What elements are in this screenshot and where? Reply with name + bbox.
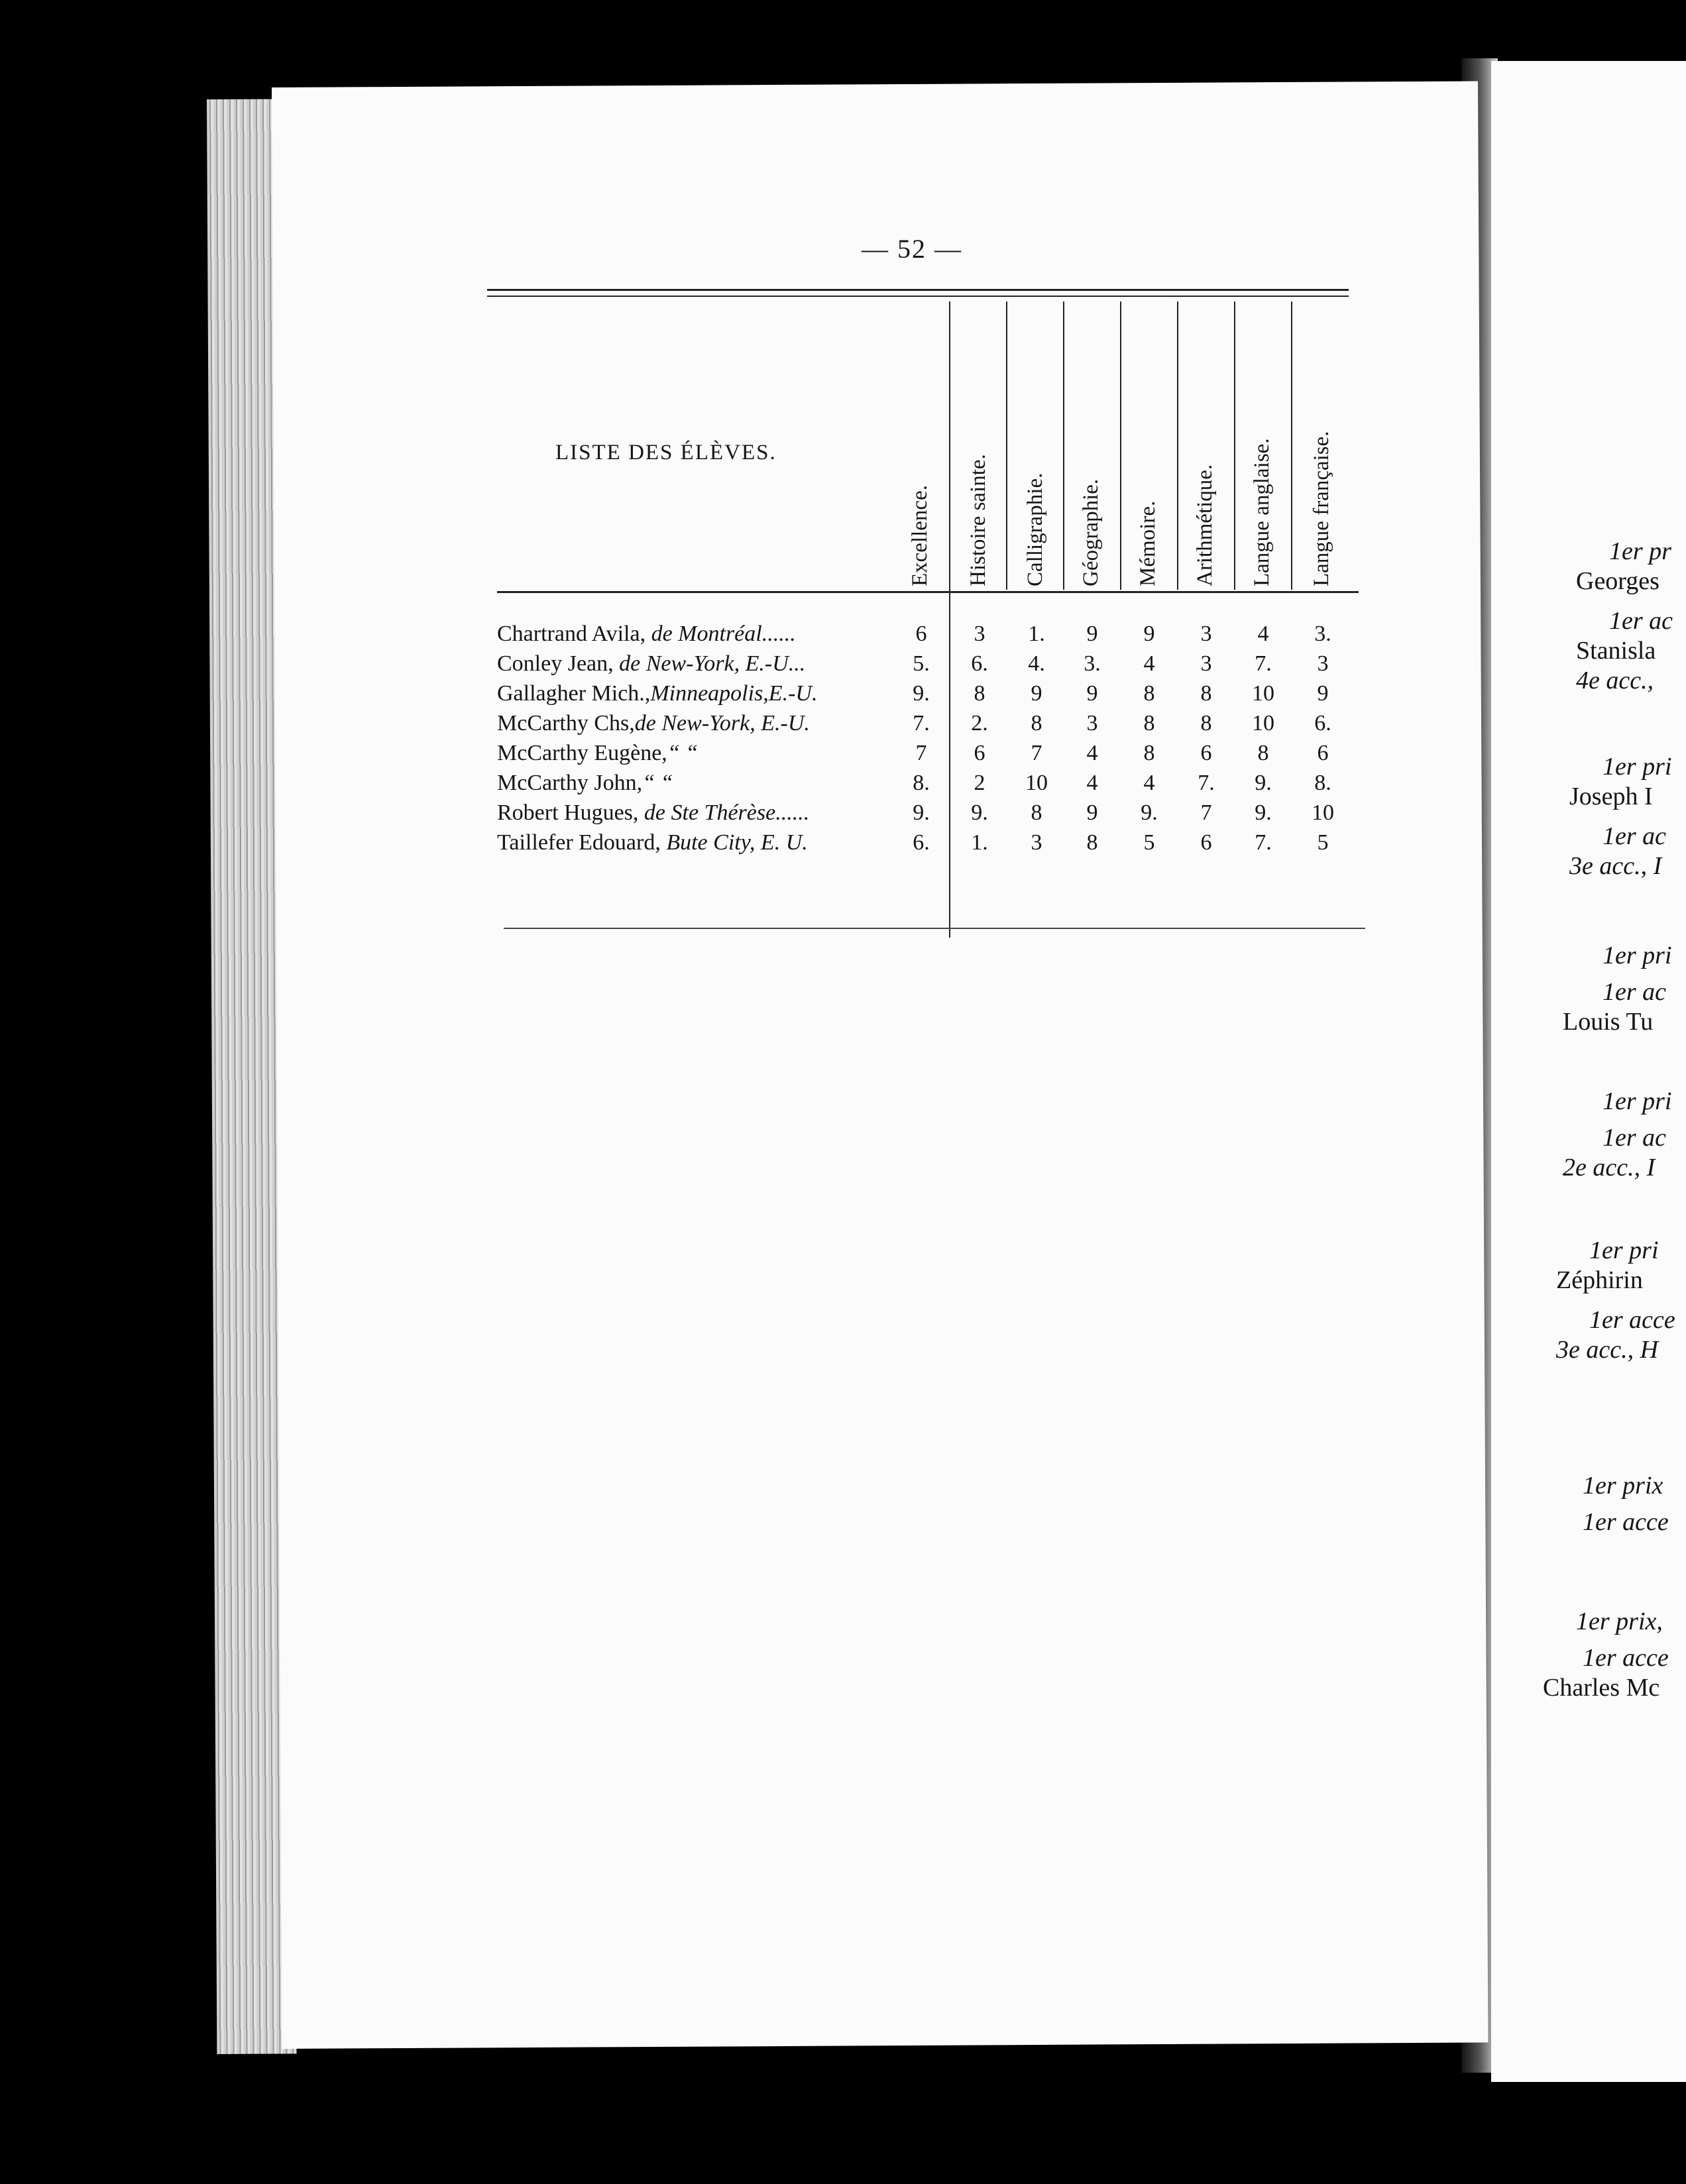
score-cell: 7. <box>913 711 930 736</box>
score-cell: 6 <box>1317 741 1329 765</box>
score-cell: 7. <box>1255 651 1272 676</box>
student-name <box>497 800 809 826</box>
column-divider <box>1177 301 1178 590</box>
score-cell: 2. <box>971 711 988 736</box>
right-page-line: Zéphirin <box>1556 1266 1643 1294</box>
student-surname: McCarthy Chs, <box>497 711 635 736</box>
score-cell: 4 <box>1143 651 1155 676</box>
right-page-line: 1er pri <box>1602 1087 1672 1115</box>
score-cell: 7 <box>1200 800 1212 825</box>
score-cell: 8 <box>1143 741 1155 765</box>
right-page-line: 3e acc., H <box>1556 1336 1659 1364</box>
score-cell: 4 <box>1143 771 1155 795</box>
right-page-line: 1er pri <box>1602 942 1672 969</box>
student-surname: McCarthy John, <box>497 771 643 795</box>
right-page-line: 4e acc., <box>1576 667 1654 694</box>
score-cell: 8 <box>1086 830 1098 855</box>
score-cell: 10 <box>1252 711 1274 736</box>
right-page-line: 1er ac <box>1602 978 1667 1006</box>
score-cell: 8 <box>1143 681 1155 706</box>
score-cell: 3. <box>1314 622 1331 646</box>
column-divider <box>1234 301 1235 590</box>
score-cell: 8 <box>1031 711 1042 736</box>
column-divider <box>1063 301 1064 590</box>
score-cell: 9. <box>971 800 988 825</box>
student-origin: “ “ <box>642 771 673 795</box>
student-origin: de Ste Thérèse...... <box>644 800 810 825</box>
score-cell: 8 <box>1200 681 1212 706</box>
score-cell: 4 <box>1086 771 1098 795</box>
right-page-line: 1er acce <box>1589 1306 1675 1334</box>
score-cell: 9 <box>1031 681 1042 706</box>
column-divider <box>1006 301 1007 590</box>
score-cell: 9. <box>1255 800 1272 825</box>
top-double-rule-inner <box>487 296 1349 297</box>
column-divider <box>1120 301 1121 590</box>
column-header: Excellence. <box>908 485 932 586</box>
score-cell: 7 <box>915 741 927 765</box>
score-cell: 3. <box>1084 651 1101 676</box>
score-cell: 8 <box>1143 711 1155 736</box>
score-cell: 6 <box>974 741 985 765</box>
score-cell: 7. <box>1255 830 1272 855</box>
student-surname: Taillefer Edouard, <box>497 830 667 855</box>
student-origin: Bute City, E. U. <box>666 830 808 855</box>
column-header: Mémoire. <box>1136 500 1160 586</box>
student-name <box>497 711 810 736</box>
score-cell: 5. <box>913 651 930 676</box>
score-cell: 5 <box>1317 830 1329 855</box>
score-cell: 8. <box>913 771 930 795</box>
student-name <box>497 771 673 796</box>
column-header: Histoire sainte. <box>966 454 990 586</box>
table-row <box>497 681 1372 711</box>
top-double-rule <box>487 289 1349 291</box>
score-cell: 9. <box>1255 771 1272 795</box>
right-page-line: 1er pri <box>1589 1236 1659 1264</box>
student-origin: Minneapolis,E.-U. <box>650 681 818 706</box>
right-page <box>1491 61 1686 2082</box>
table-row <box>497 651 1372 681</box>
table-row <box>497 800 1372 830</box>
score-cell: 9. <box>913 800 930 825</box>
right-page-line: 1er acce <box>1583 1644 1669 1672</box>
score-cell: 10 <box>1025 771 1048 795</box>
score-cell: 9. <box>1141 800 1158 825</box>
table-bottom-rule <box>504 928 1365 929</box>
table-row <box>497 830 1372 860</box>
header-rule <box>497 591 1359 593</box>
student-name <box>497 622 796 647</box>
column-header: Calligraphie. <box>1023 472 1047 586</box>
left-page <box>272 81 1488 2048</box>
score-cell: 4 <box>1086 741 1098 765</box>
score-cell: 9 <box>1317 681 1329 706</box>
right-page-line: Charles Mc <box>1543 1674 1660 1702</box>
score-cell: 5 <box>1143 830 1155 855</box>
student-origin: de New-York, E.-U... <box>619 651 806 676</box>
right-page-line: 1er ac <box>1609 607 1673 635</box>
column-divider <box>1291 301 1292 590</box>
score-cell: 9 <box>1143 622 1155 646</box>
student-surname: Robert Hugues, <box>497 800 644 825</box>
student-origin: de Montréal...... <box>651 622 796 646</box>
score-cell: 10 <box>1252 681 1274 706</box>
score-cell: 7 <box>1031 741 1042 765</box>
student-surname: Chartrand Avila, <box>497 622 651 646</box>
score-cell: 6. <box>971 651 988 676</box>
right-page-line: 1er pr <box>1609 537 1671 565</box>
score-cell: 8 <box>1257 741 1269 765</box>
score-cell: 4. <box>1028 651 1045 676</box>
right-page-line: 1er ac <box>1602 822 1667 850</box>
score-cell: 9 <box>1086 800 1098 825</box>
table-row <box>497 622 1372 651</box>
student-origin: de New-York, E.-U. <box>634 711 810 736</box>
score-cell: 6 <box>1200 830 1212 855</box>
score-cell: 8 <box>1031 800 1042 825</box>
score-cell: 3 <box>1200 622 1212 646</box>
score-cell: 8 <box>1200 711 1212 736</box>
table-row <box>497 771 1372 800</box>
student-name <box>497 830 808 855</box>
table-row <box>497 741 1372 771</box>
score-cell: 6. <box>913 830 930 855</box>
score-cell: 10 <box>1312 800 1334 825</box>
student-name <box>497 681 817 706</box>
column-header: Langue française. <box>1310 431 1333 586</box>
score-cell: 9 <box>1086 622 1098 646</box>
right-page-line: 2e acc., I <box>1563 1154 1656 1181</box>
page-number: — 52 — <box>862 234 962 264</box>
column-header: Arithmétique. <box>1193 464 1217 586</box>
score-cell: 6 <box>915 622 927 646</box>
table-row <box>497 711 1372 741</box>
right-page-line: 1er prix <box>1583 1472 1663 1500</box>
score-cell: 6 <box>1200 741 1212 765</box>
score-cell: 4 <box>1257 622 1269 646</box>
student-surname: Gallagher Mich., <box>497 681 651 706</box>
score-cell: 2 <box>974 771 985 795</box>
student-surname: McCarthy Eugène, <box>497 741 667 765</box>
right-page-line: 3e acc., I <box>1569 852 1662 880</box>
score-cell: 9 <box>1086 681 1098 706</box>
right-page-line: Joseph I <box>1569 783 1653 810</box>
score-cell: 3 <box>1317 651 1329 676</box>
student-origin: “ “ <box>667 741 699 765</box>
score-cell: 8. <box>1314 771 1331 795</box>
right-page-line: Louis Tu <box>1563 1008 1654 1036</box>
score-cell: 1. <box>1028 622 1045 646</box>
column-header: Géographie. <box>1079 478 1103 586</box>
right-page-line: Stanisla <box>1576 637 1656 665</box>
student-surname: Conley Jean, <box>497 651 620 676</box>
right-page-line: 1er prix, <box>1576 1608 1663 1635</box>
score-cell: 6. <box>1314 711 1331 736</box>
score-cell: 3 <box>1031 830 1042 855</box>
right-page-line: 1er pri <box>1602 753 1672 781</box>
score-cell: 1. <box>971 830 988 855</box>
score-cell: 9. <box>913 681 930 706</box>
score-cell: 3 <box>974 622 985 646</box>
score-cell: 7. <box>1198 771 1215 795</box>
right-page-line: Georges <box>1576 567 1659 595</box>
score-cell: 8 <box>974 681 985 706</box>
right-page-line: 1er acce <box>1583 1508 1669 1536</box>
score-cell: 3 <box>1086 711 1098 736</box>
column-header: Langue anglaise. <box>1250 438 1274 586</box>
right-page-line: 1er ac <box>1602 1124 1667 1152</box>
student-name <box>497 741 698 766</box>
score-cell: 3 <box>1200 651 1212 676</box>
student-name <box>497 651 805 677</box>
list-title: LISTE DES ÉLÈVES. <box>555 441 777 464</box>
